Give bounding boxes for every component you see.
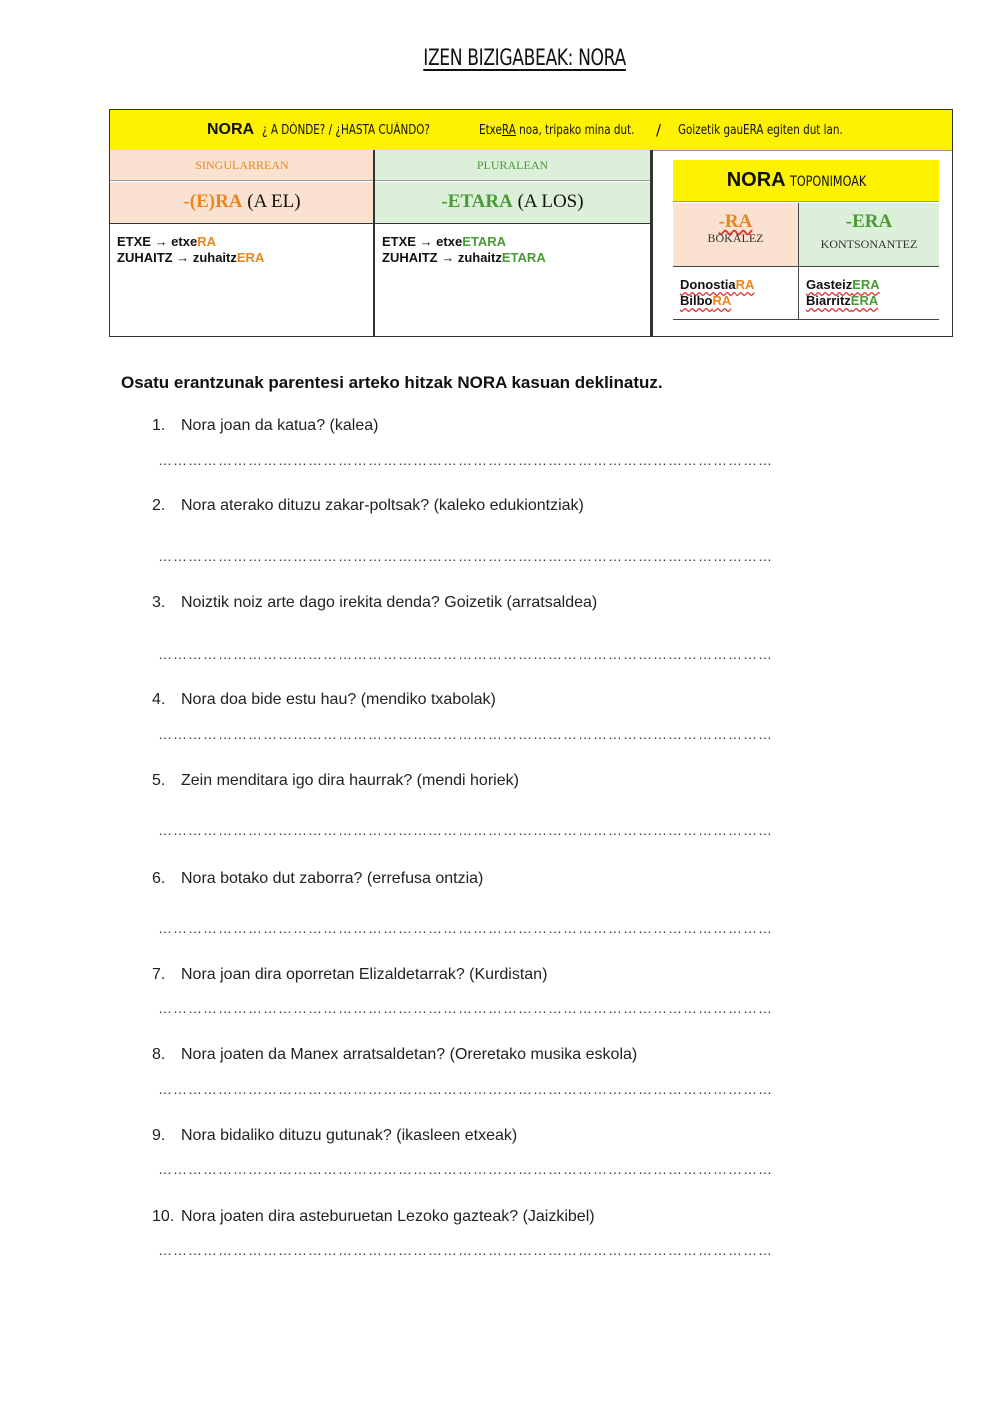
question-item: [152, 772, 519, 790]
question-item: [152, 594, 597, 612]
column-divider-2: [650, 150, 653, 337]
answer-line[interactable]: ……………………………………………………………………………………………………………: [158, 1000, 773, 1016]
question-text: Nora botako dut zaborra? (errefusa ontzia): [181, 870, 484, 887]
question-text: Nora joaten dira asteburuetan Lezoko gazteak? (Jaizkibel): [181, 1208, 595, 1225]
header-example-1-post: noa, tripako mina dut.: [515, 122, 635, 138]
answer-line[interactable]: ……………………………………………………………………………………………………………: [158, 726, 773, 742]
question-number: 1.: [152, 417, 166, 434]
singular-gloss: (A EL): [242, 191, 301, 212]
header-bar: [110, 110, 952, 151]
page-title: IZEN BIZIGABEAK: NORA: [423, 46, 626, 71]
question-text: Nora joaten da Manex arratsaldetan? (Oreretako musika eskola): [181, 1046, 638, 1063]
question-item: [152, 497, 584, 515]
plural-gloss: (A LOS): [512, 191, 584, 212]
header-example-2: Goizetik gauERA egiten dut lan.: [678, 122, 843, 138]
question-number: 7.: [152, 966, 166, 983]
question-item: [152, 870, 483, 888]
answer-line[interactable]: ……………………………………………………………………………………………………………: [158, 920, 773, 936]
toponyms-label: TOPONIMOAK: [790, 174, 867, 190]
answer-line[interactable]: ……………………………………………………………………………………………………………: [158, 822, 773, 838]
plural-suffix: -ETARA: [441, 191, 513, 212]
toponym-ex1-base: Donostia: [680, 277, 736, 292]
question-item: [152, 1046, 637, 1064]
plural-ex2-end: ETARA: [501, 250, 546, 265]
question-text: Nora joan da katua? (kalea): [181, 417, 379, 434]
toponyms-era-suffix: -ERA: [845, 211, 893, 232]
toponyms-row-line: [673, 266, 939, 267]
question-number: 8.: [152, 1046, 166, 1063]
toponyms-ra-suffix: -RA: [718, 211, 753, 232]
question-number: 5.: [152, 772, 166, 789]
question-item: [152, 966, 547, 984]
toponyms-vowel-examples: [680, 277, 795, 309]
question-text: Nora doa bide estu hau? (mendiko txabolak): [181, 691, 496, 708]
toponyms-divider: [798, 203, 799, 320]
question-number: 9.: [152, 1127, 166, 1144]
toponym-ex2-end: RA: [712, 293, 732, 308]
header-nora: NORA: [207, 121, 255, 138]
toponyms-consonant-examples: [806, 277, 936, 309]
toponym-ex2-base: Bilbo: [680, 293, 713, 308]
question-number: 3.: [152, 594, 166, 611]
toponym-ex3-end: ERA: [852, 277, 880, 292]
question-number: 4.: [152, 691, 166, 708]
plural-suffix-cell: [375, 182, 650, 224]
question-text: Zein menditara igo dira haurrak? (mendi horiek): [181, 772, 519, 789]
question-item: [152, 1208, 595, 1226]
singular-ex1-end: RA: [197, 234, 216, 249]
plural-examples: [382, 234, 642, 266]
plural-ex2-base: ZUHAITZ → zuhaitz: [382, 250, 502, 265]
toponyms-ra-label: BOKALEZ: [707, 231, 764, 245]
toponyms-era-cell: [799, 203, 939, 266]
toponym-ex3-base: Gasteiz: [806, 277, 853, 292]
question-number: 2.: [152, 497, 166, 514]
question-number: 6.: [152, 870, 166, 887]
answer-line[interactable]: ……………………………………………………………………………………………………………: [158, 548, 773, 564]
toponyms-ra-cell: [673, 203, 798, 266]
answer-line[interactable]: ……………………………………………………………………………………………………………: [158, 452, 773, 468]
question-number: 10.: [152, 1208, 175, 1225]
question-text: Nora aterako dituzu zakar-poltsak? (kaleko edukiontziak): [181, 497, 584, 514]
singular-label: SINGULARREAN: [110, 150, 374, 181]
plural-ex1-end: ETARA: [462, 234, 507, 249]
answer-line[interactable]: ……………………………………………………………………………………………………………: [158, 1242, 773, 1258]
singular-ex2-end: ERA: [236, 250, 265, 265]
toponyms-table: [673, 160, 939, 320]
toponym-ex4-end: ERA: [850, 293, 879, 308]
answer-line[interactable]: ……………………………………………………………………………………………………………: [158, 1161, 773, 1177]
toponym-ex1-end: RA: [735, 277, 755, 292]
plural-label: PLURALEAN: [375, 150, 650, 181]
header-example-1: [479, 123, 634, 138]
singular-suffix: -(E)RA: [183, 191, 243, 212]
header-example-1-pre: Etxe: [479, 122, 502, 138]
answer-line[interactable]: ……………………………………………………………………………………………………………: [158, 646, 773, 662]
singular-ex1-base: ETXE → etxe: [117, 234, 198, 249]
question-item: [152, 691, 496, 709]
answer-line[interactable]: ……………………………………………………………………………………………………………: [158, 1081, 773, 1097]
singular-suffix-cell: [110, 182, 374, 224]
toponyms-header: [673, 160, 939, 202]
instruction-text: Osatu erantzunak parentesi arteko hitzak NORA kasuan deklinatuz.: [121, 373, 663, 392]
toponym-ex4-base: Biarritz: [806, 293, 851, 308]
grammar-table: [109, 109, 953, 337]
header-question: ¿ A DÓNDE? / ¿HASTA CUÁNDO?: [262, 123, 431, 138]
plural-ex1-base: ETXE → etxe: [382, 234, 463, 249]
question-text: Nora bidaliko dituzu gutunak? (ikasleen etxeak): [181, 1127, 518, 1144]
question-text: Noiztik noiz arte dago irekita denda? Goizetik (arratsaldea): [181, 594, 598, 611]
header-separator: /: [656, 121, 662, 139]
toponyms-era-label: KONTSONANTEZ: [820, 237, 918, 251]
singular-ex2-base: ZUHAITZ → zuhaitz: [117, 250, 237, 265]
header-example-1-ra: RA: [501, 122, 516, 138]
toponyms-nora: NORA: [726, 169, 786, 191]
singular-examples: [117, 234, 367, 266]
question-text: Nora joan dira oporretan Elizaldetarrak? (Kurdistan): [181, 966, 548, 983]
question-item: [152, 1127, 517, 1145]
question-item: [152, 417, 378, 435]
